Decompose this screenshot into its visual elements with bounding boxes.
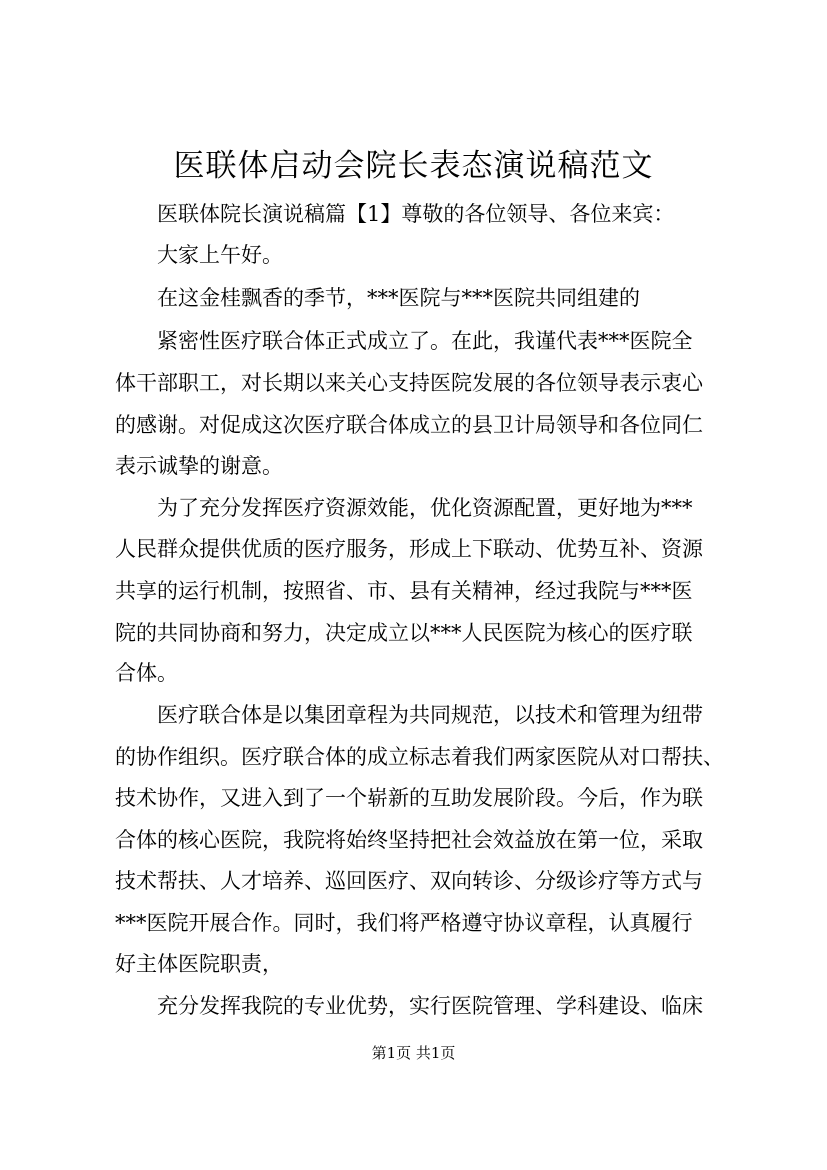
text-line: 的协作组织。医疗联合体的成立标志着我们两家医院从对口帮扶、 (115, 745, 724, 769)
text-line: 合体的核心医院，我院将始终坚持把社会效益放在第一位，采取 (115, 828, 703, 852)
text-line: 医联体院长演说稿篇【1】尊敬的各位领导、各位来宾： (157, 202, 675, 226)
text-line: 技术帮扶、人才培养、巡回医疗、双向转诊、分级诊疗等方式与 (115, 869, 703, 893)
text-line: 医疗联合体是以集团章程为共同规范，以技术和管理为纽带 (157, 703, 703, 727)
text-line: 充分发挥我院的专业优势，实行医院管理、学科建设、临床 (157, 994, 703, 1018)
text-line: 共享的运行机制，按照省、市、县有关精神，经过我院与***医 (115, 579, 693, 603)
text-line: ***医院开展合作。同时，我们将严格遵守协议章程，认真履行 (115, 911, 693, 935)
text-line: 为了充分发挥医疗资源效能，优化资源配置，更好地为*** (157, 496, 693, 520)
text-line: 好主体医院职责， (115, 952, 283, 976)
page-footer: 第1页 共1页 (371, 1044, 456, 1062)
text-line: 技术协作，又进入到了一个崭新的互助发展阶段。今后，作为联 (115, 786, 703, 810)
text-line: 紧密性医疗联合体正式成立了。在此，我谨代表***医院全 (157, 329, 693, 353)
text-line: 人民群众提供优质的医疗服务，形成上下联动、优势互补、资源 (115, 537, 703, 561)
document-title: 医联体启动会院长表态演说稿范文 (173, 148, 654, 184)
text-line: 合体。 (115, 661, 178, 685)
text-line: 表示诚挚的谢意。 (115, 454, 283, 478)
text-line: 大家上午好。 (157, 243, 283, 267)
text-line: 院的共同协商和努力，决定成立以***人民医院为核心的医疗联 (115, 621, 693, 645)
text-line: 的感谢。对促成这次医疗联合体成立的县卫计局领导和各位同仁 (115, 413, 703, 437)
text-line: 在这金桂飘香的季节，***医院与***医院共同组建的 (157, 286, 640, 310)
text-line: 体干部职工，对长期以来关心支持医院发展的各位领导表示衷心 (115, 371, 703, 395)
